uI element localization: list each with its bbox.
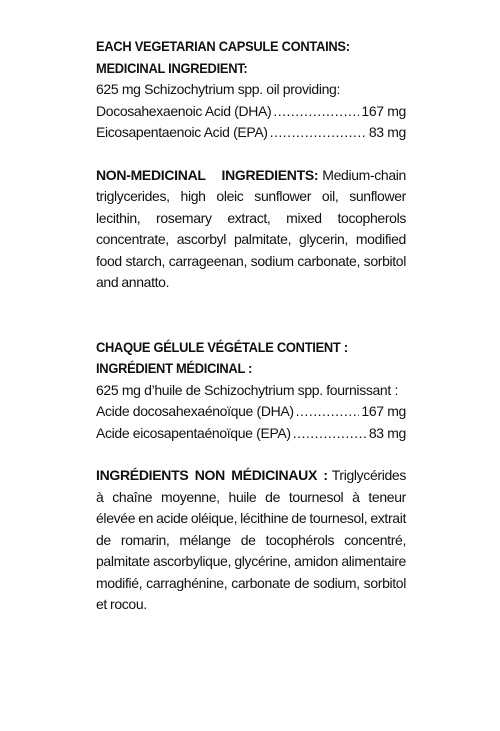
ingredient-name: Docosahexaenoic Acid (DHA): [96, 102, 272, 119]
english-non-medicinal-heading: NON-MEDICINAL INGREDIENTS:: [96, 166, 319, 183]
french-ingredient-row-dha: [96, 401, 406, 423]
french-source-line: 625 mg d’huile de Schizochytrium spp. fournissant :: [96, 381, 398, 398]
english-medicinal-section: [96, 36, 406, 144]
english-capsule-heading: EACH VEGETARIAN CAPSULE CONTAINS:: [96, 38, 350, 54]
english-ingredient-row-epa: [96, 122, 406, 144]
french-ingredient-row-epa: [96, 423, 406, 445]
dot-leader: [296, 401, 360, 423]
english-ingredient-row-dha: [96, 101, 406, 123]
ingredient-name: Acide eicosapentaénoïque (EPA): [96, 424, 291, 441]
english-non-medicinal-text: Medium-chain triglycerides, high oleic sunflower oil, sunflower lecithin, rosemary extract, mixed tocopherols concentrate, ascorbyl palmitate, glycerin, modified food starch, carrageenan, sodium carbonate, sorbitol and annatto.: [96, 166, 406, 290]
ingredient-name: Eicosapentaenoic Acid (EPA): [96, 124, 268, 140]
dot-leader: [273, 101, 359, 123]
dot-leader: [270, 122, 367, 144]
french-capsule-heading: CHAQUE GÉLULE VÉGÉTALE CONTIENT :: [96, 338, 348, 355]
ingredient-amount: 167 mg: [361, 403, 406, 419]
ingredient-amount: 83 mg: [368, 124, 406, 140]
english-non-medicinal-paragraph: [96, 165, 406, 294]
supplement-label: [96, 36, 406, 616]
ingredient-name: Acide docosahexaénoïque (DHA): [96, 403, 294, 419]
french-non-medicinal-heading: INGRÉDIENTS NON MÉDICINAUX :: [96, 467, 328, 483]
english-medicinal-heading: MEDICINAL INGREDIENT:: [96, 59, 248, 76]
french-medicinal-heading: INGRÉDIENT MÉDICINAL :: [96, 360, 253, 376]
section-spacer: [96, 144, 406, 165]
french-medicinal-section: [96, 337, 406, 445]
french-non-medicinal-text: Triglycérides à chaîne moyenne, huile de tournesol à teneur élevée en acide oléique, lécithine de tournesol, extrait de romarin, mélange de tocophérols concentré, palmitate ascorbylique, glycérine, amidon alimentaire modifié, carraghénine, carbonate de sodium, sorbitol et rocou.: [96, 467, 407, 612]
section-spacer: [96, 444, 406, 465]
ingredient-amount: 167 mg: [361, 102, 406, 119]
ingredient-amount: 83 mg: [368, 424, 406, 441]
language-spacer: [96, 294, 406, 337]
dot-leader: [293, 423, 367, 445]
english-source-line: 625 mg Schizochytrium spp. oil providing:: [96, 81, 340, 97]
french-non-medicinal-paragraph: [96, 465, 406, 616]
